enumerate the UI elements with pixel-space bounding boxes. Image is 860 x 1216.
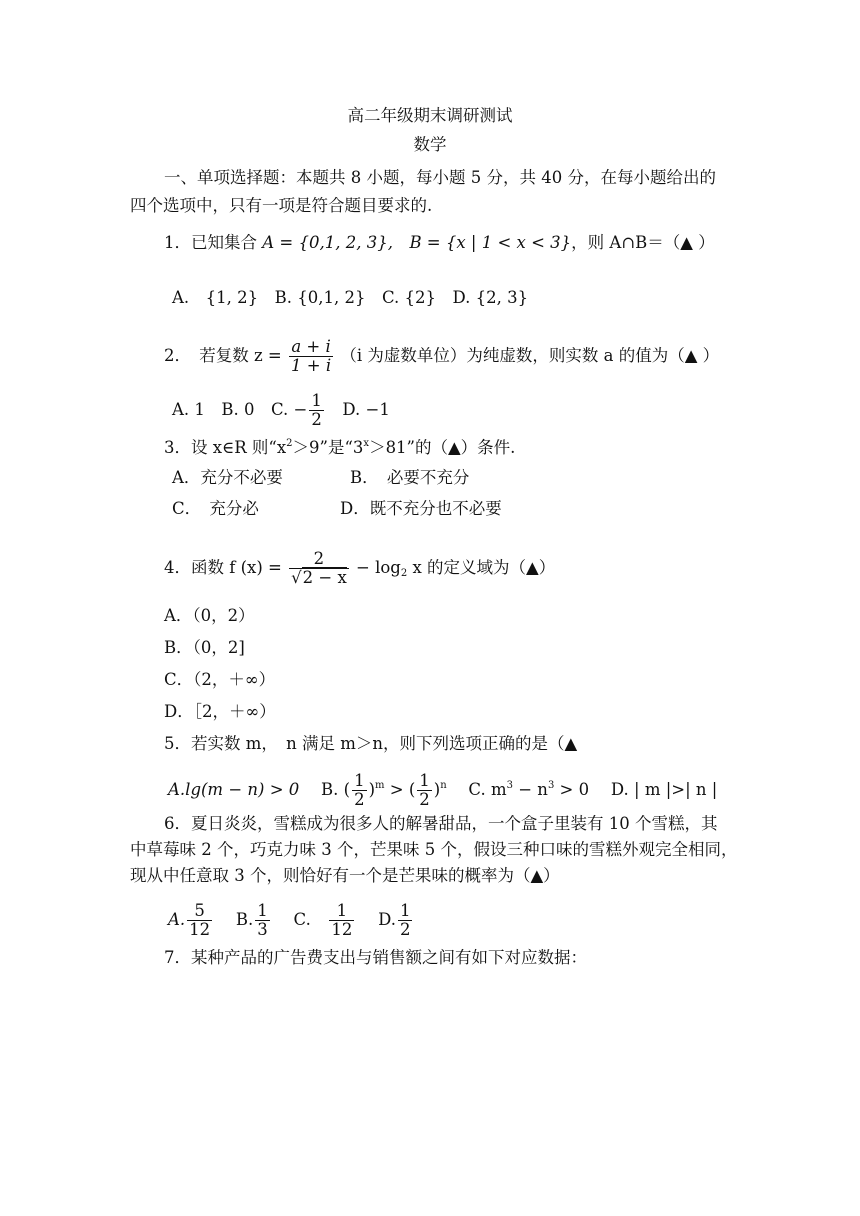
q1-set-a: A = {0,1, 2, 3}, — [262, 233, 393, 252]
q5-sup-3b: 3 — [547, 780, 555, 791]
q3-sup-2: x — [363, 438, 370, 449]
q6-d-den: 2 — [399, 920, 411, 939]
q2-options-abc: A. 1 B. 0 C. − — [172, 400, 308, 419]
q2-suffix: （i 为虚数单位）为纯虚数，则实数 a 的值为（▲ ） — [340, 346, 720, 365]
q3-text-1: 3．设 x∈R 则“x — [164, 438, 287, 457]
q5-frac-1 — [352, 772, 367, 809]
q5-frac-2-num: 1 — [419, 771, 430, 790]
q4-mid: − log — [356, 558, 401, 577]
q2-c-den: 2 — [311, 410, 322, 429]
q5-frac-1-den: 2 — [354, 790, 365, 809]
q6-option-c-fraction — [329, 902, 354, 939]
q3-option-a: A．充分不必要 — [172, 468, 283, 487]
q5-frac-2-den: 2 — [419, 790, 430, 809]
q4-frac-den: √2 − x — [291, 568, 347, 587]
q4-fraction — [289, 550, 349, 587]
q6-option-b-label: B. — [235, 910, 254, 929]
q5-sup-3a: 3 — [506, 780, 513, 791]
q4-sub: 2 — [400, 568, 408, 579]
q3-text-3: ＞81”的（▲）条件. — [369, 438, 516, 457]
q6-option-a-fraction — [187, 902, 212, 939]
q1-set-b: B = {x | 1 < x < 3} — [409, 233, 572, 252]
question-5-options — [168, 772, 717, 809]
q6-b-num: 1 — [257, 901, 268, 920]
q4-suffix: x 的定义域为（▲） — [412, 558, 556, 577]
q5-option-c-pre: C. m — [468, 780, 507, 799]
q5-sup-n: n — [440, 780, 447, 791]
q5-option-c-post: > 0 — [554, 780, 590, 799]
q3-option-b: B． 必要不充分 — [350, 468, 470, 487]
q6-option-d-fraction — [398, 902, 413, 939]
q2-frac-num: a + i — [291, 337, 331, 356]
q6-b-den: 3 — [257, 920, 268, 939]
question-4-stem — [164, 550, 555, 587]
question-7-stem: 7．某种产品的广告费支出与销售额之间有如下对应数据： — [164, 948, 587, 967]
section-heading-line1: 一、单项选择题：本题共 8 小题，每小题 5 分，共 40 分，在每小题给出的 — [164, 168, 716, 187]
q4-option-b: B．（0，2] — [164, 638, 245, 657]
q3-option-d: D．既不充分也不必要 — [340, 499, 502, 518]
question-6-line1: 6．夏日炎炎，雪糕成为很多人的解暑甜品，一个盒子里装有 10 个雪糕，其 — [164, 814, 718, 833]
q6-c-num: 1 — [336, 901, 348, 920]
q4-sqrt-body: 2 − x — [302, 568, 347, 587]
q3-text-2: ＞9”是“3 — [292, 438, 364, 457]
question-1-stem — [164, 233, 715, 253]
q6-c-den: 12 — [331, 920, 353, 939]
q5-option-b-post: )$^n$ — [433, 780, 447, 799]
question-5-stem: 5．若实数 m， n 满足 m＞n，则下列选项正确的是（▲ — [164, 734, 578, 753]
exam-title: 高二年级期末调研测试 — [347, 106, 513, 125]
q2-frac-den: 1 + i — [291, 356, 332, 375]
question-2-stem — [164, 338, 719, 375]
q6-d-num: 1 — [399, 901, 411, 920]
q5-sup-m: m — [375, 780, 385, 791]
q5-option-d: D. | m |>| n | — [610, 780, 718, 799]
q1-prefix: 1．已知集合 — [164, 233, 263, 252]
subject-title: 数学 — [413, 135, 447, 154]
question-2-options — [172, 392, 390, 429]
q4-frac-num: 2 — [313, 549, 325, 568]
section-heading-line2: 四个选项中，只有一项是符合题目要求的. — [130, 196, 433, 215]
question-1-options: A. {1, 2} B. {0,1, 2} C. {2} D. {2, 3} — [172, 288, 529, 307]
q2-option-d: D. −1 — [325, 400, 390, 419]
q5-option-a: A.lg(m − n) > 0 — [168, 780, 300, 799]
q3-sup-1: 2 — [286, 438, 293, 449]
question-6-line2: 中草莓味 2 个，巧克力味 3 个，芒果味 5 个，假设三种口味的雪糕外观完全相同， — [130, 840, 738, 859]
q2-option-c-fraction — [309, 392, 324, 429]
q5-frac-1-num: 1 — [354, 771, 365, 790]
q2-fraction — [289, 338, 333, 375]
q3-option-c: C． 充分必 — [172, 499, 259, 518]
question-6-line3: 现从中任意取 3 个，则恰好有一个是芒果味的概率为（▲） — [130, 866, 560, 885]
q6-option-c-label: C. — [293, 910, 311, 929]
q5-option-c-mid: − n — [512, 780, 548, 799]
q1-suffix: ，则 A∩B＝（▲ ） — [571, 233, 715, 252]
q5-option-b-pre: B. ( — [321, 780, 351, 799]
question-3-stem — [164, 438, 515, 458]
q5-frac-2 — [417, 772, 432, 809]
q4-option-c: C．（2，＋∞） — [164, 670, 276, 689]
q2-prefix: 2． 若复数 z = — [164, 346, 282, 365]
q4-option-d: D．［2，＋∞） — [164, 702, 276, 721]
q4-option-a: A．（0，2） — [164, 606, 255, 625]
question-6-options — [168, 902, 414, 939]
q6-a-den: 12 — [189, 920, 211, 939]
q5-option-b-mid: )$^m$ > ( — [368, 780, 416, 799]
q6-option-a-label: A. — [168, 910, 186, 929]
q6-option-b-fraction — [255, 902, 270, 939]
q4-prefix: 4．函数 f (x) = — [164, 558, 282, 577]
q2-c-num: 1 — [311, 391, 322, 410]
q6-a-num: 5 — [194, 901, 205, 920]
q6-option-d-label: D. — [378, 910, 396, 929]
